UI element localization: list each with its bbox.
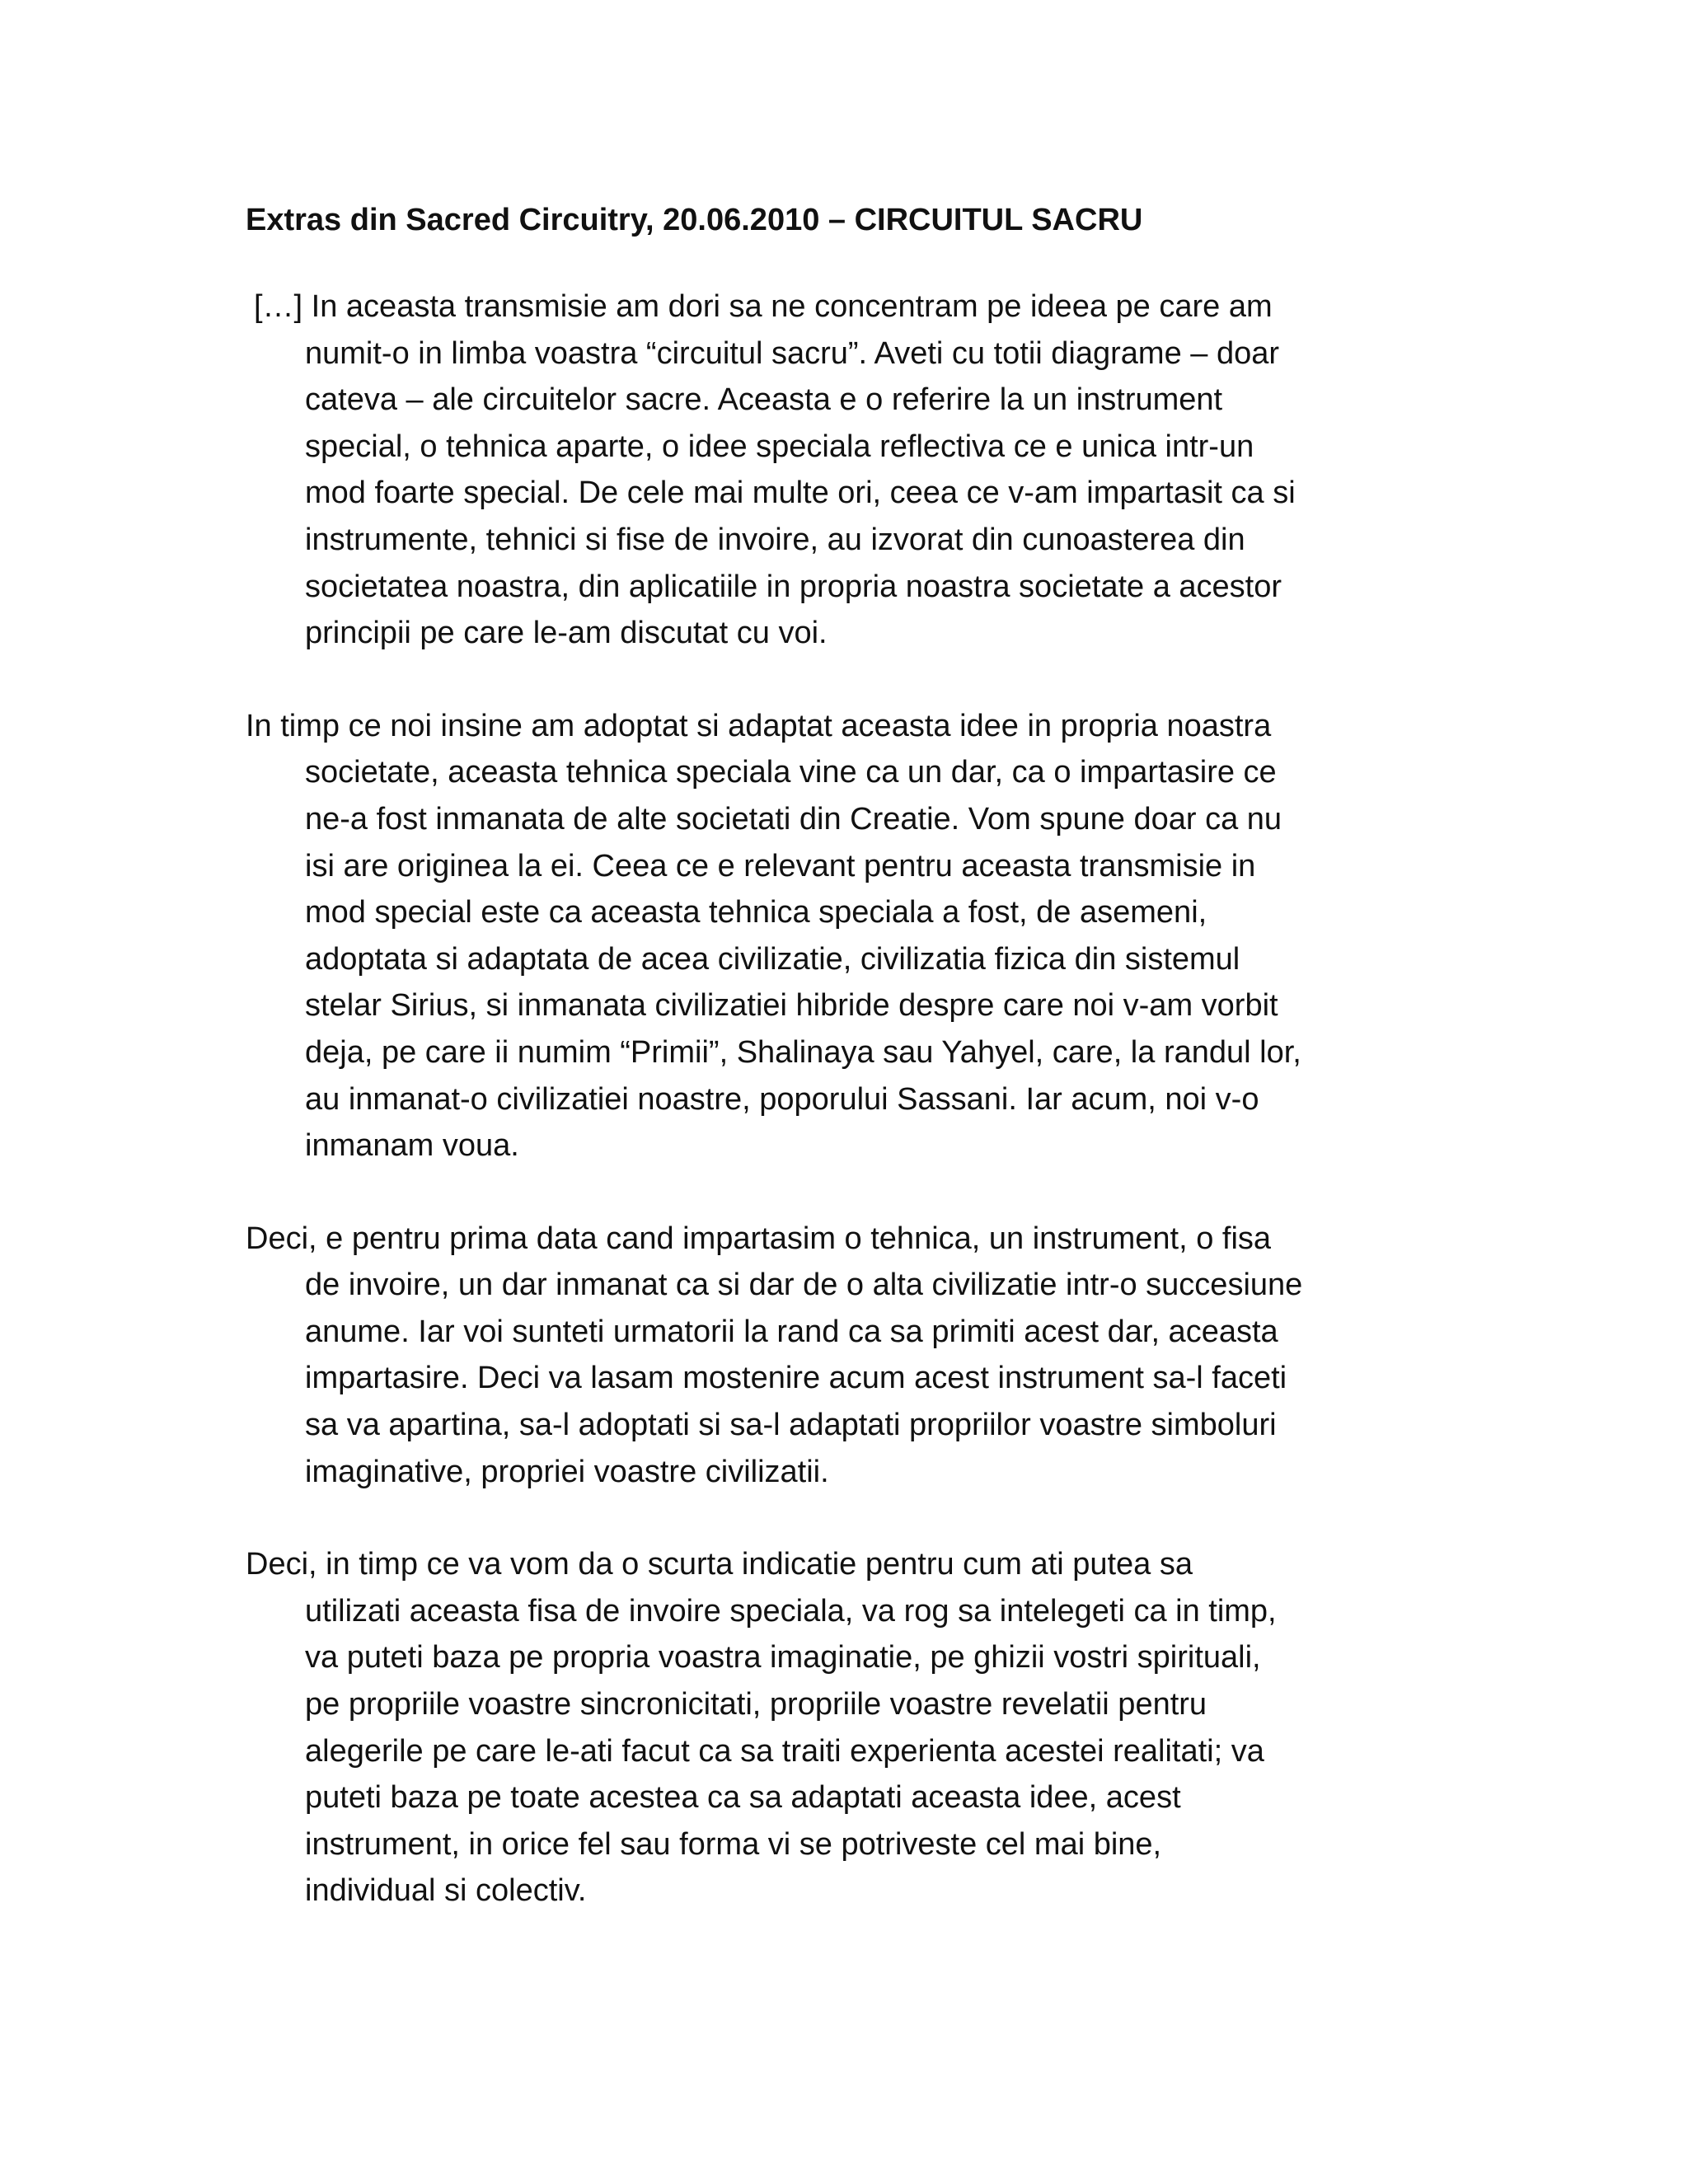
text-line: impartasire. Deci va lasam mostenire acum acest instrument sa-l faceti (305, 1361, 1287, 1396)
text-line: In timp ce noi insine am adoptat si adaptat aceasta idee in propria noastra (246, 708, 1272, 743)
paragraph-3 (246, 1216, 1441, 1496)
text-line: deja, pe care ii numim “Primii”, Shalinaya sau Yahyel, care, la randul lor, (305, 1034, 1301, 1070)
document-title: Extras din Sacred Circuitry, 20.06.2010 – CIRCUITUL SACRU (246, 203, 1143, 237)
text-line: pe propriile voastre sincronicitati, propriile voastre revelatii pentru (305, 1687, 1207, 1722)
text-line: ne-a fost inmanata de alte societati din Creatie. Vom spune doar ca nu (305, 801, 1282, 837)
text-line: de invoire, un dar inmanat ca si dar de o alta civilizatie intr-o succesiune (305, 1268, 1303, 1303)
text-line: au inmanat-o civilizatiei noastre, poporului Sassani. Iar acum, noi v-o (305, 1081, 1259, 1117)
text-line: alegerile pe care le-ati facut ca sa traiti experienta acestei realitati; va (305, 1733, 1264, 1769)
text-line: anume. Iar voi sunteti urmatorii la rand ca sa primiti acest dar, aceasta (305, 1314, 1278, 1349)
text-line: utilizati aceasta fisa de invoire speciala, va rog sa intelegeti ca in timp, (305, 1593, 1277, 1629)
text-line: Deci, in timp ce va vom da o scurta indicatie pentru cum ati putea sa (246, 1547, 1193, 1582)
text-line: special, o tehnica aparte, o idee speciala reflectiva ce e unica intr-un (305, 429, 1254, 464)
text-line: instrumente, tehnici si fise de invoire, au izvorat din cunoasterea din (305, 522, 1245, 557)
document-body (246, 196, 1441, 1961)
text-line: mod foarte special. De cele mai multe ori, ceea ce v-am impartasit ca si (305, 476, 1296, 511)
text-line: societate, aceasta tehnica speciala vine ca un dar, ca o impartasire ce (305, 755, 1277, 790)
paragraph-4 (246, 1541, 1441, 1915)
text-line: principii pe care le-am discutat cu voi. (305, 616, 828, 651)
text-line: individual si colectiv. (305, 1873, 587, 1909)
text-line: va puteti baza pe propria voastra imaginatie, pe ghizii vostri spirituali, (305, 1640, 1261, 1675)
text-line: puteti baza pe toate acestea ca sa adaptati aceasta idee, acest (305, 1780, 1181, 1816)
text-line: Deci, e pentru prima data cand impartasim o tehnica, un instrument, o fisa (246, 1221, 1272, 1256)
text-line: inmanam voua. (305, 1128, 519, 1164)
text-line: instrument, in orice fel sau forma vi se potriveste cel mai bine, (305, 1826, 1162, 1862)
text-line: isi are originea la ei. Ceea ce e relevant pentru aceasta transmisie in (305, 848, 1256, 883)
text-line: imaginative, propriei voastre civilizatii. (305, 1454, 829, 1489)
paragraph-1 (246, 284, 1441, 657)
text-line: cateva – ale circuitelor sacre. Aceasta e o referire la un instrument (305, 382, 1223, 418)
text-line: stelar Sirius, si inmanata civilizatiei hibride despre care noi v-am vorbit (305, 988, 1278, 1024)
text-line: mod special este ca aceasta tehnica speciala a fost, de asemeni, (305, 895, 1207, 930)
text-line: adoptata si adaptata de acea civilizatie, civilizatia fizica din sistemul (305, 941, 1240, 977)
text-line: […] In aceasta transmisie am dori sa ne concentram pe ideea pe care am (254, 289, 1273, 324)
paragraph-2 (246, 703, 1441, 1169)
text-line: societatea noastra, din aplicatiile in propria noastra societate a acestor (305, 569, 1282, 604)
text-line: sa va apartina, sa-l adoptati si sa-l adaptati propriilor voastre simboluri (305, 1408, 1277, 1443)
text-line: numit-o in limba voastra “circuitul sacru”. Aveti cu totii diagrame – doar (305, 335, 1280, 371)
